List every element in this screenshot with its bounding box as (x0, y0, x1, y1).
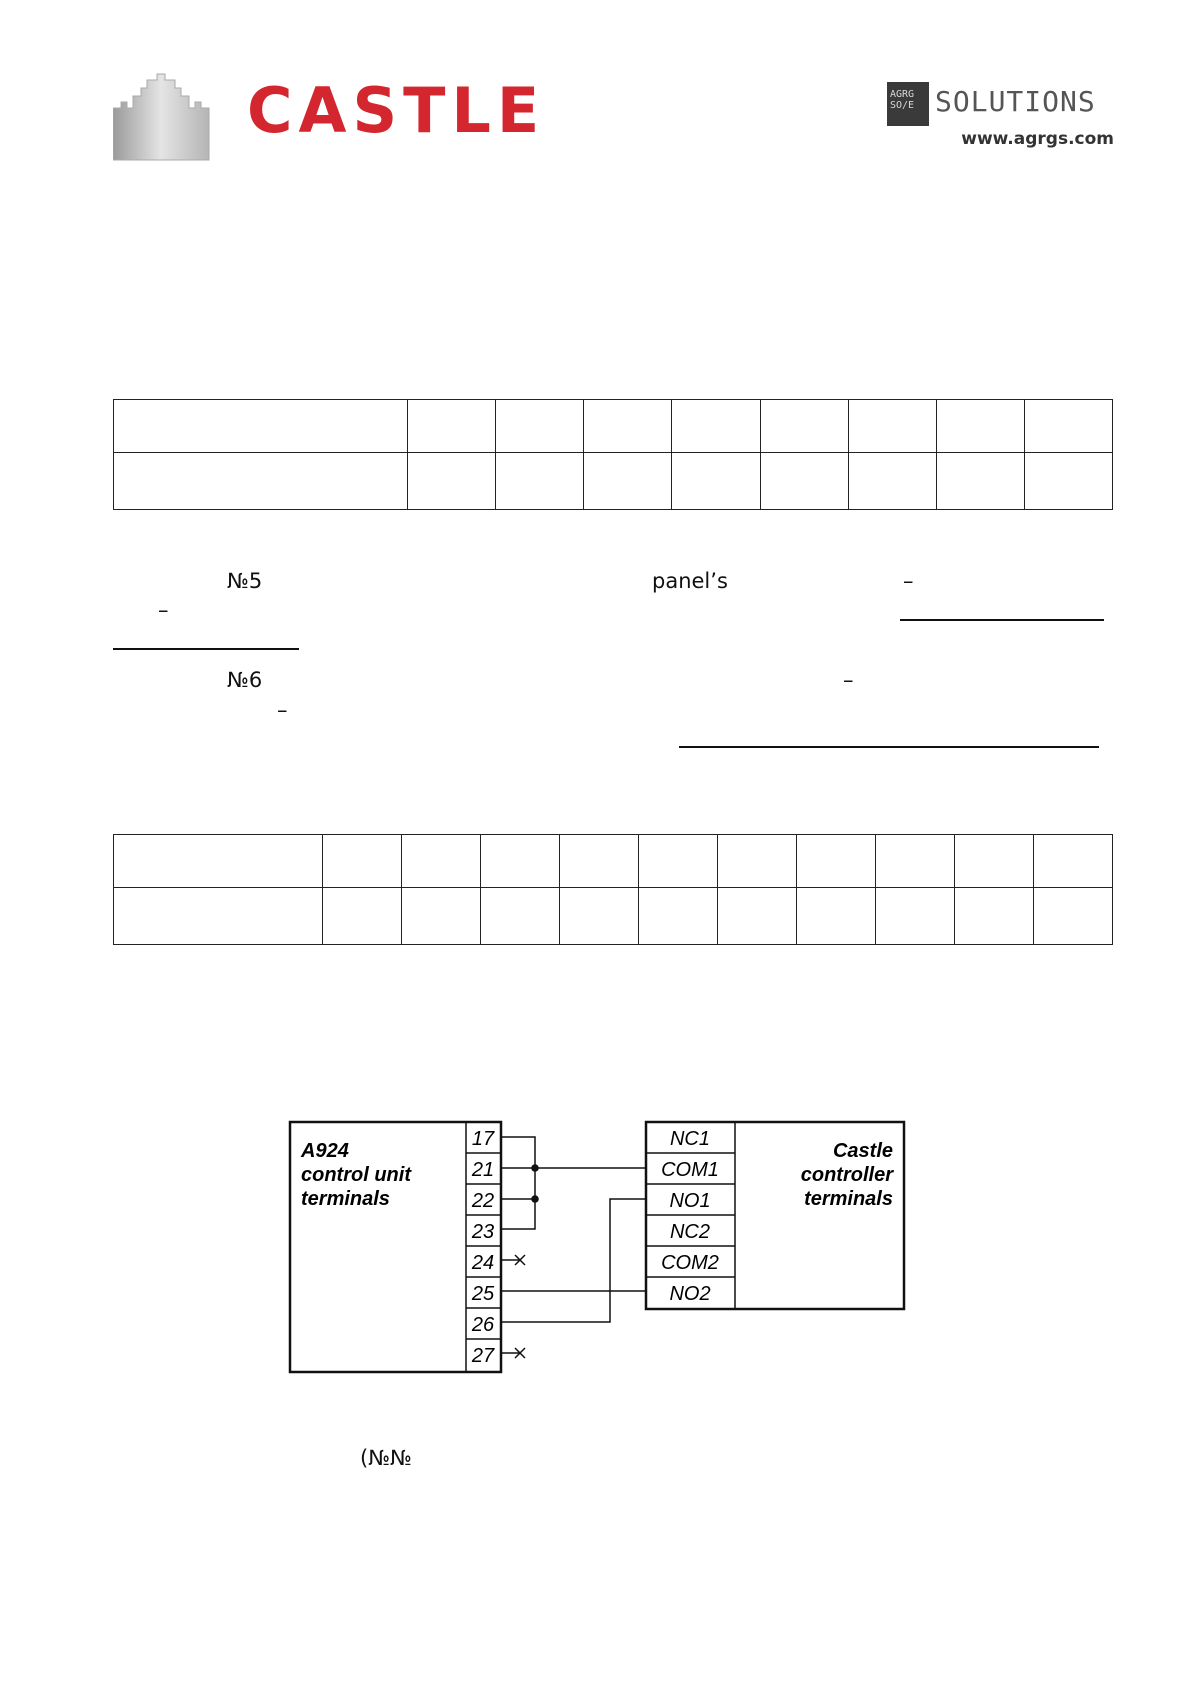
castle-wordmark: CASTLE (247, 74, 546, 147)
dash-text: – (277, 698, 288, 722)
wire-bridge-17-23 (501, 1137, 535, 1229)
a924-terminal-label: 27 (471, 1345, 495, 1367)
underline-rule (679, 746, 1099, 748)
castle-terminal-label: NO1 (669, 1190, 711, 1212)
table-cell (114, 453, 408, 510)
castle-title-line: Castle (832, 1140, 893, 1162)
table-row (114, 888, 1113, 945)
table-cell (718, 888, 797, 945)
table-cell (848, 400, 936, 453)
a924-terminals (466, 1128, 501, 1367)
table-cell (936, 400, 1024, 453)
a924-terminal-label: 23 (471, 1221, 495, 1243)
table-2 (113, 834, 1113, 945)
castle-terminals (646, 1128, 735, 1305)
table-cell (955, 888, 1034, 945)
table-row (114, 835, 1113, 888)
table-cell (560, 835, 639, 888)
wiring-diagram (288, 1120, 918, 1380)
table-row (114, 400, 1113, 453)
table-cell (955, 835, 1034, 888)
table-cell (114, 888, 323, 945)
castle-tower-icon (113, 66, 213, 162)
table-cell (584, 400, 672, 453)
table-cell (584, 453, 672, 510)
a924-title-line: terminals (301, 1188, 390, 1210)
table-cell (848, 453, 936, 510)
castle-logo (113, 66, 546, 162)
castle-terminal-label: COM1 (661, 1159, 719, 1181)
panels-text: panel’s (652, 569, 728, 593)
wires (501, 1137, 646, 1358)
table-cell (760, 453, 848, 510)
table-cell (560, 888, 639, 945)
table-cell (323, 835, 402, 888)
agrgs-solutions-text: SOLUTIONS (935, 85, 1096, 118)
junction-dot (531, 1164, 539, 1172)
table-row (114, 453, 1113, 510)
table-cell (672, 400, 760, 453)
junction-dot (531, 1195, 539, 1203)
table-cell (114, 835, 323, 888)
castle-title-line: controller (800, 1164, 893, 1186)
a924-terminal-label: 22 (471, 1190, 495, 1212)
table-cell (481, 888, 560, 945)
table-cell (718, 835, 797, 888)
a924-terminal-label: 24 (471, 1252, 495, 1274)
table-cell (876, 888, 955, 945)
number-5-text: №5 (227, 569, 263, 593)
table-cell (936, 453, 1024, 510)
table-cell (408, 453, 496, 510)
wire-26-to-no1 (501, 1199, 646, 1322)
dash-text: – (903, 569, 914, 593)
table-cell (639, 835, 718, 888)
castle-terminal-label: COM2 (661, 1252, 719, 1274)
table-cell (1024, 453, 1112, 510)
underline-rule (900, 619, 1104, 621)
dash-text: – (158, 598, 169, 622)
table-cell (760, 400, 848, 453)
table-cell (114, 400, 408, 453)
agrgs-url: www.agrgs.com (961, 129, 1114, 149)
table-1 (113, 399, 1113, 510)
a924-terminal-label: 17 (471, 1128, 495, 1150)
a924-title-line: control unit (301, 1164, 411, 1186)
agrgs-box-text: AGRG SO/E (890, 89, 915, 111)
castle-terminal-label: NC1 (669, 1128, 711, 1150)
table-cell (1034, 835, 1113, 888)
table-cell (876, 835, 955, 888)
a924-terminal-label: 26 (471, 1314, 495, 1336)
table-cell (402, 888, 481, 945)
table-cell (408, 400, 496, 453)
table-cell (496, 453, 584, 510)
table-cell (797, 888, 876, 945)
table-cell (481, 835, 560, 888)
number-6-text: №6 (227, 668, 263, 692)
table-cell (496, 400, 584, 453)
agrgs-logo-box (887, 82, 929, 126)
a924-title-line: A924 (301, 1140, 349, 1162)
underline-rule (113, 648, 299, 650)
table-cell (797, 835, 876, 888)
castle-terminal-label: NC2 (669, 1221, 711, 1243)
numbers-text: (№№ (360, 1446, 412, 1470)
table-cell (1024, 400, 1112, 453)
table-cell (1034, 888, 1113, 945)
castle-title-line: terminals (804, 1188, 893, 1210)
table-cell (323, 888, 402, 945)
table-cell (672, 453, 760, 510)
castle-terminal-label: NO2 (669, 1283, 711, 1305)
a924-terminal-label: 25 (471, 1283, 495, 1305)
dash-text: – (843, 668, 854, 692)
agrgs-logo (887, 82, 1117, 152)
table-cell (639, 888, 718, 945)
table-cell (402, 835, 481, 888)
a924-terminal-label: 21 (471, 1159, 495, 1181)
